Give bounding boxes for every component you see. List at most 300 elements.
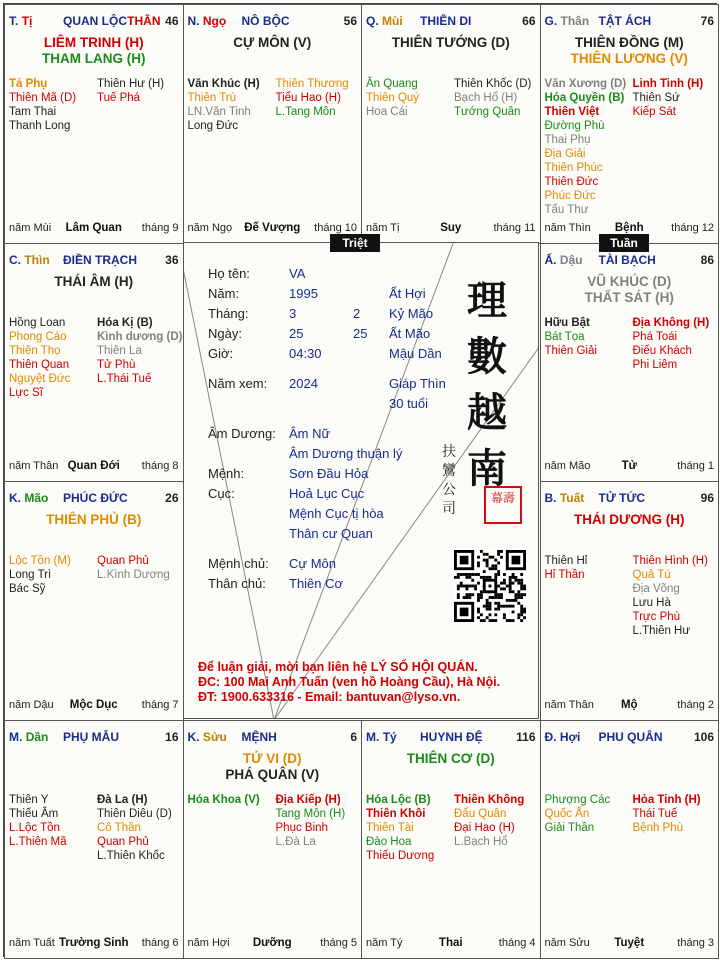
minor-stars-left [188, 77, 260, 133]
palace-footer [545, 460, 715, 473]
palace-stem: T. [9, 14, 19, 28]
palace-earthly-branch: Tuất [559, 491, 585, 505]
palace-footer [188, 937, 358, 950]
minor-star: Thanh Long [9, 120, 71, 132]
palace-branch [9, 14, 32, 28]
palace-branch [545, 253, 583, 267]
palace-branch [9, 491, 48, 505]
minor-star: LN.Văn Tinh [187, 106, 251, 118]
signature-char: 公 [442, 482, 456, 498]
minor-star: Thiên Phúc [544, 162, 603, 174]
info-label: Năm: [208, 286, 240, 301]
palace-month: tháng 5 [320, 937, 357, 949]
info-value: Sơn Đầu Hỏa [289, 466, 369, 481]
minor-star: Hỉ Thần [544, 569, 585, 581]
palace-branch [188, 14, 227, 28]
palace-header [366, 730, 536, 744]
info-label: Ngày: [208, 326, 242, 341]
info-value: Thân cư Quan [289, 526, 373, 541]
info-value: Âm Nữ [289, 426, 331, 441]
palace-dau[interactable] [540, 243, 720, 483]
minor-stars-right [633, 793, 701, 835]
main-star: THAM LANG (H) [42, 51, 146, 66]
main-star: CỰ MÔN (V) [233, 35, 312, 50]
palace-footer [545, 937, 715, 950]
palace-name: HUYNH ĐỆ [420, 729, 483, 744]
palace-year: năm Dậu [9, 698, 54, 711]
calligraphy-char: 理 [467, 277, 507, 324]
minor-star: Hoa Cái [366, 106, 408, 118]
minor-stars-left [9, 77, 76, 133]
minor-star: L.Lộc Tồn [9, 821, 60, 834]
palace-phase: Quan Đới [67, 460, 120, 472]
minor-star: Lộc Tồn (M) [9, 555, 71, 567]
palace-year: năm Hợi [187, 937, 230, 949]
palace-earthly-branch: Hợi [559, 729, 581, 744]
palace-age: 46 [165, 14, 179, 28]
palace-header [9, 730, 179, 744]
palace-mao[interactable] [4, 481, 184, 721]
palace-phase: Dưỡng [252, 937, 292, 949]
minor-star: Cô Thần [97, 821, 141, 834]
minor-star: Hóa Khoa (V) [187, 793, 260, 806]
palace-earthly-branch: Dần [25, 729, 49, 744]
info-value: 04:30 [289, 346, 322, 361]
minor-star: Phục Binh [275, 821, 328, 834]
main-star: THÁI DƯƠNG (H) [574, 512, 685, 527]
minor-star: Thiên Không [454, 793, 525, 806]
palace-age: 116 [516, 729, 536, 744]
minor-star: L.Tang Môn [275, 106, 336, 118]
minor-star: Hữu Bật [544, 316, 590, 329]
palace-earthly-branch: Mùi [382, 14, 403, 28]
minor-star: Long Trì [9, 569, 52, 581]
minor-stars-right [454, 77, 531, 119]
info-value: Ất Hợi [389, 286, 426, 301]
triet-tag: Triệt [330, 234, 380, 252]
palace-stem: Ấ. [544, 252, 557, 267]
palace-header [545, 730, 715, 744]
minor-stars-right [276, 77, 349, 119]
info-value: Mệnh Cục tị hòa [289, 506, 384, 521]
info-label: Họ tên: [208, 266, 250, 281]
minor-stars-left [366, 793, 434, 863]
palace-year: năm Thìn [544, 221, 591, 234]
palace-name: QUAN LỘC [63, 14, 127, 28]
palace-tuat[interactable] [540, 481, 720, 721]
info-value: Cự Môn [289, 556, 336, 571]
minor-star: Tuế Phá [97, 92, 141, 104]
palace-age: 6 [350, 729, 357, 744]
minor-star: Thiên Diêu (D) [97, 807, 172, 820]
minor-star: L.Bạch Hổ [454, 835, 508, 848]
main-stars [541, 512, 719, 528]
minor-star: Phi Liêm [632, 358, 678, 371]
palace-earthly-branch: Thân [560, 14, 590, 28]
palace-header [188, 730, 358, 744]
palace-stem: K. [187, 729, 200, 744]
palace-footer [9, 222, 179, 235]
minor-star: L.Thiên Hư [632, 625, 691, 637]
minor-star: Thiên Thương [275, 78, 349, 90]
palace-name: THIÊN DI [420, 14, 472, 28]
palace-earthly-branch: Mão [24, 491, 49, 505]
minor-star: Linh Tinh (H) [632, 78, 704, 90]
palace-footer [188, 222, 358, 235]
palace-name: MỆNH [241, 729, 277, 744]
signature-char: 司 [442, 501, 456, 517]
palace-dan[interactable] [4, 720, 184, 960]
info-label: Mệnh chủ: [208, 556, 269, 571]
minor-stars-right [276, 793, 346, 849]
minor-star: L.Thiên Khốc [97, 849, 165, 862]
palace-stem: M. [9, 729, 23, 744]
minor-star: L.Thái Tuế [97, 372, 152, 385]
palace-name: ĐIỀN TRẠCH [63, 252, 137, 267]
center-info-panel [183, 242, 539, 719]
minor-star: Đẩu Quân [454, 807, 507, 820]
palace-branch [366, 14, 403, 28]
qr-code-icon[interactable] [454, 550, 526, 622]
minor-stars-left [9, 793, 67, 849]
info-label: Năm xem: [208, 376, 268, 391]
palace-header [9, 14, 179, 28]
palace-stem: C. [9, 252, 21, 267]
minor-star: L.Thiên Mã [9, 835, 67, 848]
palace-footer [366, 937, 536, 950]
palace-year: năm Tuất [9, 937, 55, 949]
main-star: THIÊN TƯỚNG (D) [391, 35, 510, 50]
minor-stars-left [9, 316, 70, 400]
minor-star: Hóa Quyền (B) [544, 92, 625, 104]
palace-than[interactable] [540, 4, 720, 244]
palace-hoi[interactable] [540, 720, 720, 960]
palace-age: 36 [165, 252, 179, 267]
main-star: THẤT SÁT (H) [584, 289, 674, 305]
palace-month: tháng 4 [498, 937, 536, 949]
minor-star: L.Kình Dương [97, 569, 170, 581]
minor-star: Đường Phù [544, 120, 605, 132]
minor-star: Kiếp Sát [632, 106, 676, 118]
info-value: 25 [289, 326, 304, 341]
minor-star: Thiên La [97, 344, 142, 357]
palace-year: năm Sửu [544, 937, 590, 949]
palace-ngo[interactable] [183, 4, 363, 244]
minor-star: Bạch Hổ (H) [454, 92, 518, 104]
minor-star: Thiên Hỉ [544, 555, 588, 567]
palace-month: tháng 11 [493, 221, 536, 234]
palace-month: tháng 10 [314, 221, 357, 234]
palace-header [9, 491, 179, 505]
minor-star: Tấu Thư [544, 204, 589, 216]
palace-footer [9, 460, 179, 473]
minor-star: Thiên Sứ [632, 92, 680, 104]
minor-star: Thiên Quý [366, 92, 420, 104]
palace-footer [366, 222, 536, 235]
palace-age: 66 [522, 14, 536, 28]
minor-star: Thai Phụ [544, 134, 591, 146]
main-star: THIÊN ĐỒNG (M) [574, 35, 684, 50]
minor-star: Thiên Khôi [366, 807, 426, 820]
palace-header [188, 14, 358, 28]
palace-branch [545, 14, 590, 28]
info-value: 2024 [289, 376, 318, 391]
minor-star: Đào Hoa [366, 835, 412, 848]
palace-phase: Thai [438, 937, 463, 949]
palace-earthly-branch: Tị [21, 14, 33, 28]
minor-star: Trực Phù [632, 611, 681, 623]
palace-month: tháng 1 [677, 460, 714, 472]
info-value: VA [289, 266, 306, 281]
minor-star: Thiên Thọ [9, 344, 61, 357]
calligraphy-char: 南 [467, 445, 507, 492]
minor-stars-left [545, 77, 627, 217]
minor-star: Phượng Các [544, 793, 611, 806]
info-value: Mậu Dần [389, 346, 442, 361]
palace-branch [9, 253, 50, 267]
info-label: Mệnh: [208, 466, 245, 481]
palace-age: 56 [343, 14, 357, 28]
palace-month: tháng 3 [677, 937, 714, 949]
minor-stars-left [366, 77, 419, 119]
palace-earthly-branch: Sửu [202, 729, 227, 744]
minor-stars-right [97, 554, 170, 582]
minor-star: Nguyệt Đức [9, 372, 71, 385]
info-value: 25 [353, 326, 368, 341]
info-label: Tháng: [208, 306, 249, 321]
info-label: Thân chủ: [208, 576, 266, 591]
minor-stars-left [545, 316, 597, 358]
palace-footer [9, 937, 179, 950]
palace-age: 16 [165, 729, 179, 744]
minor-star: Kình dương (D) [97, 330, 183, 343]
minor-star: Bát Tọa [544, 330, 585, 343]
main-stars [5, 512, 183, 528]
signature-char: 鸞 [442, 463, 456, 479]
palace-header [545, 491, 715, 505]
palace-name: TẬT ÁCH [598, 14, 652, 28]
minor-star: Thiếu Dương [366, 849, 435, 862]
minor-star: Thiên Mã (D) [9, 92, 77, 104]
minor-star: Đà La (H) [97, 793, 148, 806]
palace-phase: Lâm Quan [65, 221, 122, 234]
palace-footer [545, 699, 715, 712]
palace-month: tháng 8 [141, 460, 179, 472]
minor-star: Hỏa Tinh (H) [632, 793, 701, 806]
info-value: Thiên Cơ [289, 576, 344, 591]
palace-year: năm Mùi [9, 221, 52, 234]
signature-char: 扶 [442, 444, 456, 460]
palace-earthly-branch: Thìn [24, 252, 50, 267]
info-value: 3 [289, 306, 297, 321]
palace-branch [9, 730, 48, 744]
info-label: Âm Dương: [208, 426, 276, 441]
minor-star: Phong Cáo [9, 330, 67, 343]
than-marker: THÂN [127, 14, 161, 28]
palace-name: TỬ TỨC [598, 491, 646, 505]
minor-star: Hóa Kị (B) [97, 316, 153, 329]
minor-stars-left [545, 793, 611, 835]
palace-stem: M. [366, 729, 380, 744]
palace-ty[interactable] [361, 720, 541, 960]
minor-star: Tam Thai [9, 106, 57, 118]
palace-mui[interactable] [361, 4, 541, 244]
minor-star: Long Đức [187, 120, 239, 132]
palace-suu[interactable] [183, 720, 363, 960]
main-stars [5, 35, 183, 67]
main-stars [362, 751, 540, 767]
minor-star: Hóa Lộc (B) [366, 793, 431, 806]
palace-branch [545, 730, 581, 744]
minor-star: Ân Quang [366, 78, 418, 90]
palace-header [545, 14, 715, 28]
palace-phase: Tuyệt [614, 937, 645, 949]
calligraphy-char: 越 [467, 389, 507, 436]
palace-stem: K. [9, 491, 21, 505]
palace-age: 86 [700, 252, 714, 267]
palace-phase: Tử [621, 460, 637, 472]
minor-star: Thiên Y [9, 793, 49, 806]
minor-stars-right [97, 793, 172, 863]
minor-star: Giải Thần [544, 821, 595, 834]
palace-stem: Q. [366, 14, 379, 28]
minor-star: Thiên Trù [187, 92, 237, 104]
palace-year: năm Thân [544, 698, 594, 711]
palace-name: TÀI BẠCH [598, 252, 656, 267]
main-star: THÁI ÂM (H) [54, 273, 134, 289]
palace-branch [188, 730, 227, 744]
palace-stem: N. [187, 14, 200, 28]
minor-stars-right [454, 793, 524, 849]
palace-earthly-branch: Dậu [559, 252, 583, 267]
contact-line: ĐT: 1900.633316 - Email: bantuvan@lyso.vn. [198, 690, 461, 704]
minor-star: Điếu Khách [632, 344, 692, 357]
palace-name: PHỤ MẪU [63, 729, 119, 744]
minor-star: Thiên Đức [544, 176, 599, 188]
minor-star: Tang Môn (H) [275, 807, 346, 820]
info-label: Giờ: [208, 346, 234, 361]
calligraphy-char: 數 [467, 333, 507, 380]
info-value: Ất Mão [389, 326, 431, 341]
minor-star: Quốc Ấn [544, 807, 590, 820]
main-star: TỬ VI (D) [243, 750, 302, 766]
palace-month: tháng 6 [141, 937, 179, 949]
main-star: VŨ KHÚC (D) [587, 273, 672, 289]
minor-star: Thiên Khốc (D) [454, 78, 532, 90]
red-seal-stamp: 幕壽 [484, 486, 522, 524]
minor-stars-left [188, 793, 260, 807]
minor-star: Thiên Tài [366, 821, 414, 834]
palace-earthly-branch: Ngọ [202, 14, 227, 28]
minor-star: Lực Sĩ [9, 386, 43, 399]
contact-block [198, 660, 500, 705]
main-star: LIÊM TRINH (H) [43, 35, 144, 50]
palace-name: PHU QUÂN [598, 729, 663, 744]
minor-star: L.Đà La [275, 835, 316, 848]
palace-month: tháng 12 [671, 221, 714, 234]
minor-star: Văn Xương (D) [544, 78, 627, 90]
info-value: 2 [353, 306, 361, 321]
minor-stars-right [97, 77, 164, 105]
palace-age: 76 [700, 14, 714, 28]
palace-phase: Trường Sinh [58, 937, 129, 949]
minor-star: Địa Kiếp (H) [275, 793, 341, 806]
minor-star: Lưu Hà [632, 597, 671, 609]
palace-header [9, 253, 179, 267]
palace-stem: Đ. [544, 729, 557, 744]
minor-star: Phá Toái [632, 330, 678, 343]
palace-footer [545, 222, 715, 235]
palace-branch [545, 491, 585, 505]
contact-line: ĐC: 100 Mai Anh Tuấn (ven hồ Hoàng Cầu), Hà Nội. [198, 675, 501, 689]
palace-age: 106 [693, 729, 714, 744]
minor-star: Bệnh Phù [632, 821, 684, 834]
minor-star: Thiên Giải [544, 344, 597, 357]
main-star: THIÊN CƠ (D) [406, 750, 495, 766]
palace-thin[interactable] [4, 243, 184, 483]
minor-star: Thiên Quan [9, 358, 70, 371]
calligraphy-signature [442, 443, 456, 519]
palace-year: năm Thân [9, 460, 59, 472]
minor-star: Hồng Loan [9, 316, 66, 329]
palace-stem: G. [544, 14, 558, 28]
calligraphy-logo [452, 273, 522, 497]
minor-star: Quan Phủ [97, 555, 149, 567]
minor-stars-left [545, 554, 588, 582]
minor-star: Thiếu Âm [9, 807, 59, 820]
minor-star: Địa Võng [632, 583, 680, 595]
palace-stem: B. [544, 491, 557, 505]
minor-stars-right [633, 316, 710, 372]
palace-phase: Bệnh [614, 221, 644, 234]
main-stars [541, 35, 719, 67]
info-value: 1995 [289, 286, 318, 301]
info-value: Âm Dương thuận lý [289, 446, 403, 461]
info-label: Cục: [208, 486, 235, 501]
info-value: Hoả Lục Cục [289, 486, 365, 501]
info-value: Giáp Thìn [389, 376, 446, 391]
minor-star: Tiểu Hao (H) [275, 92, 341, 104]
palace-header [366, 14, 536, 28]
minor-star: Phúc Đức [544, 190, 596, 202]
palace-phase: Mộ [620, 698, 638, 711]
main-star: THIÊN PHỦ (B) [46, 512, 142, 527]
minor-stars-left [9, 554, 71, 596]
main-stars [541, 274, 719, 306]
minor-star: Thiên Hư (H) [97, 78, 165, 90]
palace-name: PHÚC ĐỨC [63, 491, 128, 505]
minor-star: Đại Hao (H) [454, 821, 515, 834]
minor-stars-right [633, 77, 704, 119]
palace-branch [366, 730, 397, 744]
palace-phase: Suy [440, 221, 462, 234]
info-value: Kỷ Mão [389, 306, 434, 321]
minor-star: Tướng Quân [454, 106, 521, 118]
minor-star: Địa Không (H) [632, 316, 710, 329]
main-stars [184, 751, 362, 783]
contact-line: Để luận giải, mời bạn liên hệ LÝ SỐ HỘI QUÁN. [198, 660, 478, 674]
palace-year: năm Tị [366, 221, 400, 234]
palace-name: NÔ BỘC [241, 14, 290, 28]
minor-star: Tử Phù [97, 358, 136, 371]
palace-year: năm Mão [544, 460, 591, 472]
tuan-tag: Tuần [599, 234, 649, 252]
palace-ti[interactable] [4, 4, 184, 244]
palace-age: 26 [165, 491, 179, 505]
minor-stars-right [633, 554, 708, 638]
palace-phase: Đế Vượng [244, 221, 301, 234]
palace-year: năm Ngọ [187, 221, 233, 234]
